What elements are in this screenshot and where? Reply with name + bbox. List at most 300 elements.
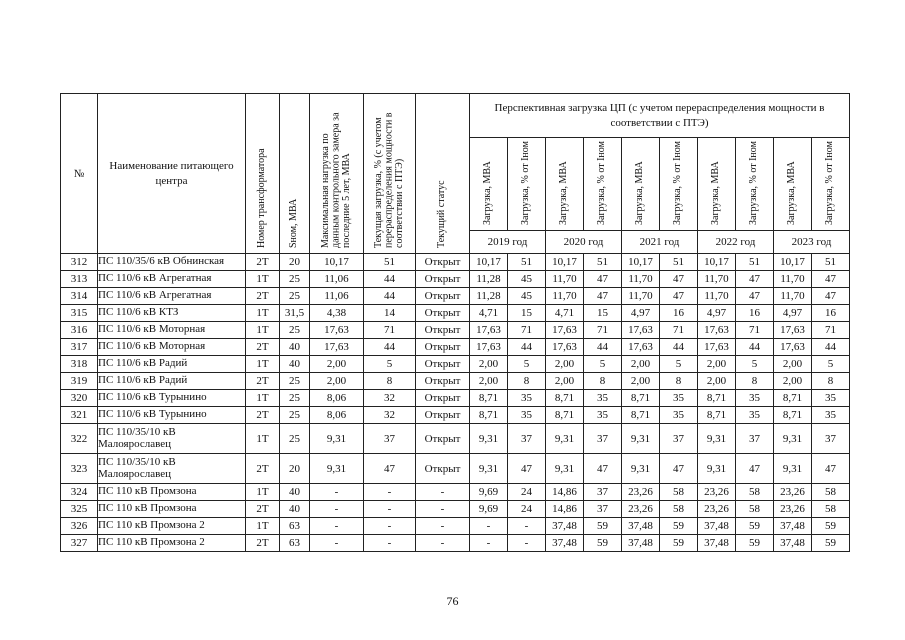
table-row bbox=[61, 535, 850, 552]
current-load-value: 8 bbox=[364, 373, 416, 390]
row-number: 322 bbox=[61, 424, 98, 454]
snom-value: 25 bbox=[280, 373, 310, 390]
load-pct-value: 37 bbox=[584, 484, 622, 501]
load-pct-value: 51 bbox=[584, 254, 622, 271]
load-pct-value: 8 bbox=[736, 373, 774, 390]
max-load-value: 2,00 bbox=[310, 356, 364, 373]
load-pct-value: 51 bbox=[508, 254, 546, 271]
max-load-value: 9,31 bbox=[310, 454, 364, 484]
load-pct-value: 58 bbox=[660, 501, 698, 518]
header-num: № bbox=[61, 94, 98, 254]
status-value: Открыт bbox=[416, 288, 470, 305]
substation-name: ПС 110/6 кВ Турынино bbox=[98, 407, 246, 424]
row-number: 324 bbox=[61, 484, 98, 501]
max-load-value: 17,63 bbox=[310, 339, 364, 356]
load-mva-value: 17,63 bbox=[774, 339, 812, 356]
transformer-number: 1Т bbox=[246, 322, 280, 339]
status-value: Открыт bbox=[416, 390, 470, 407]
header-perspective: Перспективная загрузка ЦП (с учетом перераспределения мощности в соответствии с ПТЭ) bbox=[470, 94, 850, 138]
header-load-mva: Загрузка, МВА bbox=[622, 138, 660, 231]
load-pct-value: 47 bbox=[812, 288, 850, 305]
header-load-pct: Загрузка, % от Iном bbox=[660, 138, 698, 231]
load-pct-value: 5 bbox=[584, 356, 622, 373]
status-value: Открыт bbox=[416, 271, 470, 288]
load-pct-value: 44 bbox=[584, 339, 622, 356]
load-pct-value: 35 bbox=[508, 407, 546, 424]
load-pct-value: 47 bbox=[736, 288, 774, 305]
max-load-value: 10,17 bbox=[310, 254, 364, 271]
transformer-number: 2Т bbox=[246, 454, 280, 484]
load-pct-value: 47 bbox=[584, 454, 622, 484]
load-pct-value: 8 bbox=[660, 373, 698, 390]
table-row bbox=[61, 501, 850, 518]
load-mva-value: 11,28 bbox=[470, 271, 508, 288]
table-row bbox=[61, 254, 850, 271]
transformer-number: 1Т bbox=[246, 424, 280, 454]
table-row bbox=[61, 356, 850, 373]
load-mva-value: 8,71 bbox=[546, 390, 584, 407]
table-row bbox=[61, 271, 850, 288]
load-mva-value: 23,26 bbox=[622, 501, 660, 518]
row-number: 316 bbox=[61, 322, 98, 339]
load-pct-value: 51 bbox=[736, 254, 774, 271]
load-mva-value: 23,26 bbox=[774, 484, 812, 501]
row-number: 313 bbox=[61, 271, 98, 288]
transformer-number: 1Т bbox=[246, 305, 280, 322]
current-load-value: - bbox=[364, 484, 416, 501]
load-pct-value: 71 bbox=[584, 322, 622, 339]
load-pct-value: 59 bbox=[736, 535, 774, 552]
load-mva-value: 14,86 bbox=[546, 484, 584, 501]
table-row bbox=[61, 305, 850, 322]
snom-value: 31,5 bbox=[280, 305, 310, 322]
header-status: Текущий статус bbox=[416, 94, 470, 254]
load-mva-value: 11,70 bbox=[622, 271, 660, 288]
load-pct-value: 8 bbox=[584, 373, 622, 390]
load-pct-value: 35 bbox=[584, 407, 622, 424]
current-load-value: 32 bbox=[364, 390, 416, 407]
status-value: - bbox=[416, 535, 470, 552]
load-pct-value: 59 bbox=[660, 535, 698, 552]
load-pct-value: 59 bbox=[584, 535, 622, 552]
current-load-value: 71 bbox=[364, 322, 416, 339]
load-mva-value: 2,00 bbox=[698, 356, 736, 373]
current-load-value: - bbox=[364, 501, 416, 518]
header-current-load: Текущая загрузка, % (с учетом перераспределения мощности в соответствии с ПТЭ) bbox=[364, 94, 416, 254]
row-number: 317 bbox=[61, 339, 98, 356]
transformer-number: 1Т bbox=[246, 484, 280, 501]
snom-value: 25 bbox=[280, 424, 310, 454]
status-value: Открыт bbox=[416, 373, 470, 390]
snom-value: 25 bbox=[280, 288, 310, 305]
load-pct-value: 47 bbox=[660, 288, 698, 305]
load-mva-value: 11,70 bbox=[698, 288, 736, 305]
table-row bbox=[61, 339, 850, 356]
load-mva-value: 4,97 bbox=[698, 305, 736, 322]
row-number: 318 bbox=[61, 356, 98, 373]
load-mva-value: 10,17 bbox=[546, 254, 584, 271]
load-pct-value: 58 bbox=[736, 484, 774, 501]
load-mva-value: 9,31 bbox=[470, 454, 508, 484]
table-row bbox=[61, 407, 850, 424]
transformer-number: 1Т bbox=[246, 390, 280, 407]
status-value: - bbox=[416, 518, 470, 535]
substation-name: ПС 110/6 кВ Моторная bbox=[98, 339, 246, 356]
substation-name: ПС 110/6 кВ Радий bbox=[98, 373, 246, 390]
load-mva-value: 37,48 bbox=[622, 535, 660, 552]
load-mva-value: 9,31 bbox=[698, 424, 736, 454]
max-load-value: - bbox=[310, 501, 364, 518]
load-pct-value: 51 bbox=[812, 254, 850, 271]
load-pct-value: - bbox=[508, 518, 546, 535]
load-mva-value: 23,26 bbox=[698, 484, 736, 501]
substation-name: ПС 110/35/10 кВ Малоярославец bbox=[98, 424, 246, 454]
load-mva-value: 2,00 bbox=[774, 373, 812, 390]
transformer-number: 2Т bbox=[246, 501, 280, 518]
substation-name: ПС 110 кВ Промзона bbox=[98, 484, 246, 501]
snom-value: 63 bbox=[280, 518, 310, 535]
load-mva-value: 17,63 bbox=[698, 322, 736, 339]
snom-value: 25 bbox=[280, 390, 310, 407]
load-mva-value: 9,69 bbox=[470, 501, 508, 518]
current-load-value: 5 bbox=[364, 356, 416, 373]
snom-value: 63 bbox=[280, 535, 310, 552]
load-mva-value: 8,71 bbox=[546, 407, 584, 424]
load-pct-value: - bbox=[508, 535, 546, 552]
header-snom: Sном, МВА bbox=[280, 94, 310, 254]
current-load-value: 47 bbox=[364, 454, 416, 484]
load-pct-value: 47 bbox=[736, 271, 774, 288]
status-value: - bbox=[416, 484, 470, 501]
load-mva-value: 2,00 bbox=[622, 373, 660, 390]
max-load-value: - bbox=[310, 535, 364, 552]
transformer-number: 2Т bbox=[246, 288, 280, 305]
page-number: 76 bbox=[446, 594, 459, 608]
current-load-value: 44 bbox=[364, 339, 416, 356]
load-mva-value: 23,26 bbox=[698, 501, 736, 518]
load-pct-value: 5 bbox=[736, 356, 774, 373]
load-mva-value: 9,31 bbox=[622, 424, 660, 454]
load-pct-value: 5 bbox=[812, 356, 850, 373]
transformer-number: 2Т bbox=[246, 407, 280, 424]
substation-name: ПС 110 кВ Промзона 2 bbox=[98, 518, 246, 535]
load-mva-value: 9,31 bbox=[546, 454, 584, 484]
load-mva-value: 17,63 bbox=[622, 339, 660, 356]
load-mva-value: 37,48 bbox=[698, 518, 736, 535]
load-mva-value: 37,48 bbox=[774, 518, 812, 535]
load-mva-value: 37,48 bbox=[698, 535, 736, 552]
status-value: Открыт bbox=[416, 356, 470, 373]
load-mva-value: 2,00 bbox=[470, 373, 508, 390]
transformer-number: 1Т bbox=[246, 518, 280, 535]
row-number: 315 bbox=[61, 305, 98, 322]
load-pct-value: 44 bbox=[660, 339, 698, 356]
load-pct-value: 5 bbox=[660, 356, 698, 373]
row-number: 327 bbox=[61, 535, 98, 552]
load-pct-value: 24 bbox=[508, 501, 546, 518]
status-value: Открыт bbox=[416, 407, 470, 424]
status-value: - bbox=[416, 501, 470, 518]
table-row bbox=[61, 424, 850, 454]
row-number: 312 bbox=[61, 254, 98, 271]
load-mva-value: 8,71 bbox=[698, 407, 736, 424]
status-value: Открыт bbox=[416, 424, 470, 454]
header-load-mva: Загрузка, МВА bbox=[546, 138, 584, 231]
load-mva-value: 17,63 bbox=[470, 339, 508, 356]
status-value: Открыт bbox=[416, 322, 470, 339]
load-mva-value: 23,26 bbox=[622, 484, 660, 501]
load-pct-value: 35 bbox=[584, 390, 622, 407]
max-load-value: 11,06 bbox=[310, 271, 364, 288]
load-pct-value: 35 bbox=[508, 390, 546, 407]
snom-value: 40 bbox=[280, 356, 310, 373]
current-load-value: 32 bbox=[364, 407, 416, 424]
max-load-value: 11,06 bbox=[310, 288, 364, 305]
load-pct-value: 16 bbox=[660, 305, 698, 322]
load-pct-value: 15 bbox=[584, 305, 622, 322]
load-pct-value: 58 bbox=[812, 484, 850, 501]
load-mva-value: 10,17 bbox=[774, 254, 812, 271]
table-row bbox=[61, 373, 850, 390]
load-mva-value: 4,97 bbox=[774, 305, 812, 322]
load-pct-value: 47 bbox=[584, 271, 622, 288]
load-pct-value: 47 bbox=[584, 288, 622, 305]
load-pct-value: 59 bbox=[812, 535, 850, 552]
load-pct-value: 37 bbox=[584, 501, 622, 518]
load-mva-value: 17,63 bbox=[546, 322, 584, 339]
header-transformer: Номер трансформатора bbox=[246, 94, 280, 254]
load-mva-value: 8,71 bbox=[470, 407, 508, 424]
load-mva-value: 8,71 bbox=[622, 390, 660, 407]
load-mva-value: 9,69 bbox=[470, 484, 508, 501]
load-pct-value: 37 bbox=[812, 424, 850, 454]
load-mva-value: 4,71 bbox=[470, 305, 508, 322]
snom-value: 20 bbox=[280, 454, 310, 484]
load-mva-value: 2,00 bbox=[698, 373, 736, 390]
max-load-value: 2,00 bbox=[310, 373, 364, 390]
load-mva-value: 37,48 bbox=[546, 518, 584, 535]
max-load-value: 17,63 bbox=[310, 322, 364, 339]
current-load-value: 44 bbox=[364, 288, 416, 305]
load-pct-value: 35 bbox=[812, 407, 850, 424]
load-pct-value: 35 bbox=[660, 407, 698, 424]
load-pct-value: 35 bbox=[660, 390, 698, 407]
substation-name: ПС 110/35/6 кВ Обнинская bbox=[98, 254, 246, 271]
header-year: 2023 год bbox=[774, 231, 850, 254]
load-mva-value: 10,17 bbox=[622, 254, 660, 271]
header-load-pct: Загрузка, % от Iном bbox=[736, 138, 774, 231]
load-mva-value: 2,00 bbox=[622, 356, 660, 373]
substation-name: ПС 110 кВ Промзона 2 bbox=[98, 535, 246, 552]
load-pct-value: 5 bbox=[508, 356, 546, 373]
load-mva-value: 11,70 bbox=[698, 271, 736, 288]
load-mva-value: 11,28 bbox=[470, 288, 508, 305]
load-pct-value: 58 bbox=[660, 484, 698, 501]
table-row bbox=[61, 288, 850, 305]
table-row bbox=[61, 518, 850, 535]
load-mva-value: 9,31 bbox=[774, 454, 812, 484]
load-mva-value: 37,48 bbox=[774, 535, 812, 552]
load-pct-value: 47 bbox=[812, 454, 850, 484]
load-pct-value: 44 bbox=[736, 339, 774, 356]
table-row bbox=[61, 322, 850, 339]
load-mva-value: 4,97 bbox=[622, 305, 660, 322]
load-pct-value: 37 bbox=[508, 424, 546, 454]
load-pct-value: 71 bbox=[736, 322, 774, 339]
load-mva-value: 11,70 bbox=[774, 271, 812, 288]
load-mva-value: 17,63 bbox=[622, 322, 660, 339]
load-mva-value: 10,17 bbox=[698, 254, 736, 271]
load-pct-value: 8 bbox=[508, 373, 546, 390]
load-pct-value: 47 bbox=[660, 454, 698, 484]
header-load-mva: Загрузка, МВА bbox=[470, 138, 508, 231]
load-mva-value: 8,71 bbox=[470, 390, 508, 407]
current-load-value: - bbox=[364, 518, 416, 535]
load-mva-value: 9,31 bbox=[774, 424, 812, 454]
current-load-value: - bbox=[364, 535, 416, 552]
status-value: Открыт bbox=[416, 454, 470, 484]
load-mva-value: 17,63 bbox=[698, 339, 736, 356]
status-value: Открыт bbox=[416, 254, 470, 271]
substation-name: ПС 110/6 кВ Агрегатная bbox=[98, 288, 246, 305]
load-pct-value: 59 bbox=[812, 518, 850, 535]
current-load-value: 51 bbox=[364, 254, 416, 271]
load-pct-value: 47 bbox=[736, 454, 774, 484]
header-load-pct: Загрузка, % от Iном bbox=[508, 138, 546, 231]
substation-name: ПС 110/6 кВ Турынино bbox=[98, 390, 246, 407]
transformer-number: 1Т bbox=[246, 356, 280, 373]
header-name: Наименование питающего центра bbox=[98, 94, 246, 254]
header-load-mva: Загрузка, МВА bbox=[698, 138, 736, 231]
header-year: 2021 год bbox=[622, 231, 698, 254]
snom-value: 25 bbox=[280, 322, 310, 339]
snom-value: 25 bbox=[280, 271, 310, 288]
load-mva-value: 2,00 bbox=[546, 373, 584, 390]
row-number: 314 bbox=[61, 288, 98, 305]
load-mva-value: 2,00 bbox=[470, 356, 508, 373]
load-mva-value: 17,63 bbox=[546, 339, 584, 356]
substation-name: ПС 110/6 кВ Радий bbox=[98, 356, 246, 373]
load-pct-value: 47 bbox=[660, 271, 698, 288]
snom-value: 40 bbox=[280, 484, 310, 501]
load-pct-value: 71 bbox=[660, 322, 698, 339]
load-mva-value: 17,63 bbox=[774, 322, 812, 339]
load-mva-value: 23,26 bbox=[774, 501, 812, 518]
substation-load-table bbox=[60, 93, 850, 552]
snom-value: 20 bbox=[280, 254, 310, 271]
table-row bbox=[61, 484, 850, 501]
transformer-number: 2Т bbox=[246, 373, 280, 390]
transformer-number: 2Т bbox=[246, 535, 280, 552]
load-mva-value: 8,71 bbox=[698, 390, 736, 407]
load-mva-value: 9,31 bbox=[546, 424, 584, 454]
substation-name: ПС 110/6 кВ КТЗ bbox=[98, 305, 246, 322]
row-number: 326 bbox=[61, 518, 98, 535]
max-load-value: 8,06 bbox=[310, 390, 364, 407]
load-pct-value: 37 bbox=[736, 424, 774, 454]
row-number: 325 bbox=[61, 501, 98, 518]
transformer-number: 2Т bbox=[246, 339, 280, 356]
header-max-load: Максимальная нагрузка по данным контрольного замера за последние 5 лет, МВА bbox=[310, 94, 364, 254]
load-pct-value: 24 bbox=[508, 484, 546, 501]
load-pct-value: 37 bbox=[584, 424, 622, 454]
row-number: 321 bbox=[61, 407, 98, 424]
load-mva-value: 11,70 bbox=[774, 288, 812, 305]
row-number: 320 bbox=[61, 390, 98, 407]
max-load-value: - bbox=[310, 484, 364, 501]
load-mva-value: 37,48 bbox=[546, 535, 584, 552]
load-mva-value: 11,70 bbox=[622, 288, 660, 305]
load-pct-value: 35 bbox=[736, 407, 774, 424]
load-pct-value: 37 bbox=[660, 424, 698, 454]
load-pct-value: 16 bbox=[736, 305, 774, 322]
load-pct-value: 44 bbox=[812, 339, 850, 356]
load-pct-value: 47 bbox=[812, 271, 850, 288]
load-mva-value: 10,17 bbox=[470, 254, 508, 271]
row-number: 319 bbox=[61, 373, 98, 390]
load-mva-value: 14,86 bbox=[546, 501, 584, 518]
header-year: 2019 год bbox=[470, 231, 546, 254]
load-pct-value: 35 bbox=[812, 390, 850, 407]
load-pct-value: 59 bbox=[584, 518, 622, 535]
transformer-number: 1Т bbox=[246, 271, 280, 288]
load-pct-value: 58 bbox=[736, 501, 774, 518]
load-pct-value: 8 bbox=[812, 373, 850, 390]
load-mva-value: 9,31 bbox=[622, 454, 660, 484]
load-mva-value: 8,71 bbox=[774, 390, 812, 407]
snom-value: 25 bbox=[280, 407, 310, 424]
header-load-mva: Загрузка, МВА bbox=[774, 138, 812, 231]
load-mva-value: 17,63 bbox=[470, 322, 508, 339]
header-year: 2022 год bbox=[698, 231, 774, 254]
load-pct-value: 35 bbox=[736, 390, 774, 407]
load-pct-value: 16 bbox=[812, 305, 850, 322]
load-mva-value: 8,71 bbox=[622, 407, 660, 424]
load-pct-value: 59 bbox=[660, 518, 698, 535]
load-mva-value: 11,70 bbox=[546, 271, 584, 288]
load-pct-value: 45 bbox=[508, 271, 546, 288]
load-pct-value: 45 bbox=[508, 288, 546, 305]
load-mva-value: 2,00 bbox=[546, 356, 584, 373]
load-pct-value: 59 bbox=[736, 518, 774, 535]
load-pct-value: 47 bbox=[508, 454, 546, 484]
load-mva-value: 37,48 bbox=[622, 518, 660, 535]
load-mva-value: 4,71 bbox=[546, 305, 584, 322]
snom-value: 40 bbox=[280, 339, 310, 356]
max-load-value: 8,06 bbox=[310, 407, 364, 424]
transformer-number: 2Т bbox=[246, 254, 280, 271]
load-mva-value: 8,71 bbox=[774, 407, 812, 424]
table-row bbox=[61, 454, 850, 484]
header-year: 2020 год bbox=[546, 231, 622, 254]
status-value: Открыт bbox=[416, 305, 470, 322]
load-pct-value: 58 bbox=[812, 501, 850, 518]
substation-name: ПС 110/6 кВ Моторная bbox=[98, 322, 246, 339]
header-load-pct: Загрузка, % от Iном bbox=[584, 138, 622, 231]
load-mva-value: 9,31 bbox=[698, 454, 736, 484]
current-load-value: 37 bbox=[364, 424, 416, 454]
load-mva-value: 11,70 bbox=[546, 288, 584, 305]
load-pct-value: 15 bbox=[508, 305, 546, 322]
max-load-value: 4,38 bbox=[310, 305, 364, 322]
current-load-value: 14 bbox=[364, 305, 416, 322]
load-mva-value: - bbox=[470, 535, 508, 552]
load-pct-value: 51 bbox=[660, 254, 698, 271]
header-load-pct: Загрузка, % от Iном bbox=[812, 138, 850, 231]
row-number: 323 bbox=[61, 454, 98, 484]
snom-value: 40 bbox=[280, 501, 310, 518]
substation-name: ПС 110/35/10 кВ Малоярославец bbox=[98, 454, 246, 484]
